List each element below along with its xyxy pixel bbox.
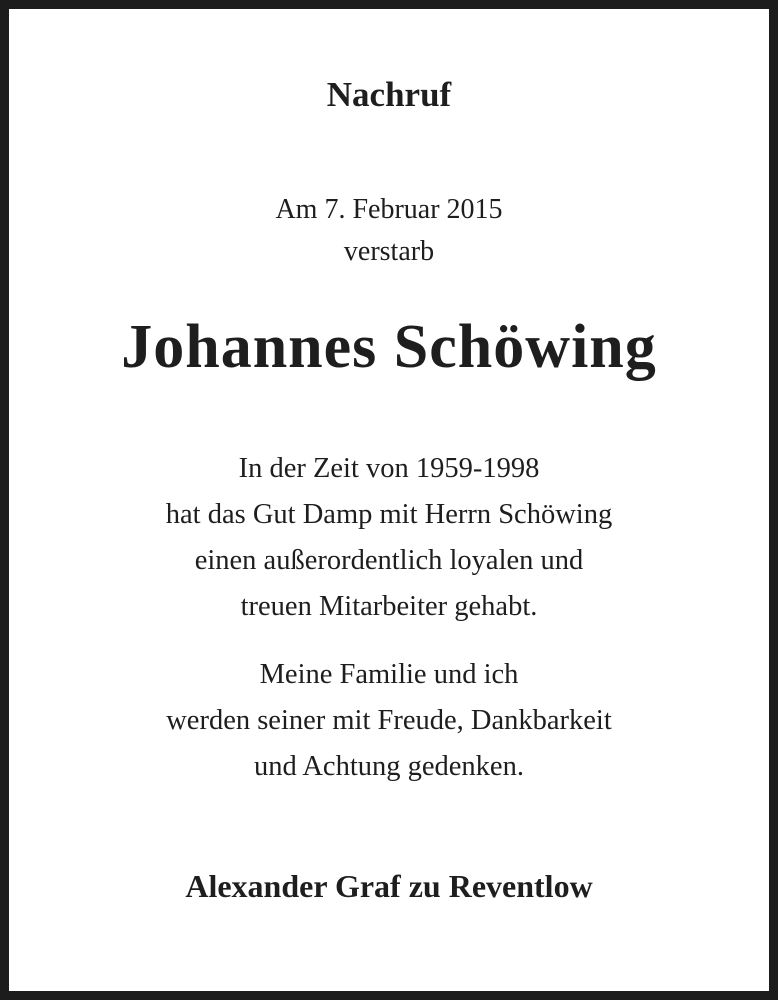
tribute-paragraph-1 — [9, 446, 769, 630]
tribute-paragraph-2 — [9, 652, 769, 790]
signature: Alexander Graf zu Reventlow — [185, 868, 593, 904]
paragraph-line: treuen Mitarbeiter gehabt. — [240, 591, 538, 622]
paragraph-line: und Achtung gedenken. — [254, 751, 524, 782]
paragraph-line: werden seiner mit Freude, Dankbarkeit — [166, 705, 612, 736]
paragraph-line: einen außerordentlich loyalen und — [194, 545, 584, 576]
paragraph-line: hat das Gut Damp mit Herrn Schöwing — [165, 499, 613, 530]
death-date-line: Am 7. Februar 2015 — [275, 194, 503, 225]
notice-heading: Nachruf — [326, 75, 452, 114]
death-announcement — [9, 189, 769, 273]
paragraph-line: In der Zeit von 1959-1998 — [238, 453, 540, 484]
deceased-name: Johannes Schöwing — [121, 313, 657, 381]
paragraph-line: Meine Familie und ich — [259, 659, 519, 690]
death-verb-line: verstarb — [343, 236, 435, 267]
